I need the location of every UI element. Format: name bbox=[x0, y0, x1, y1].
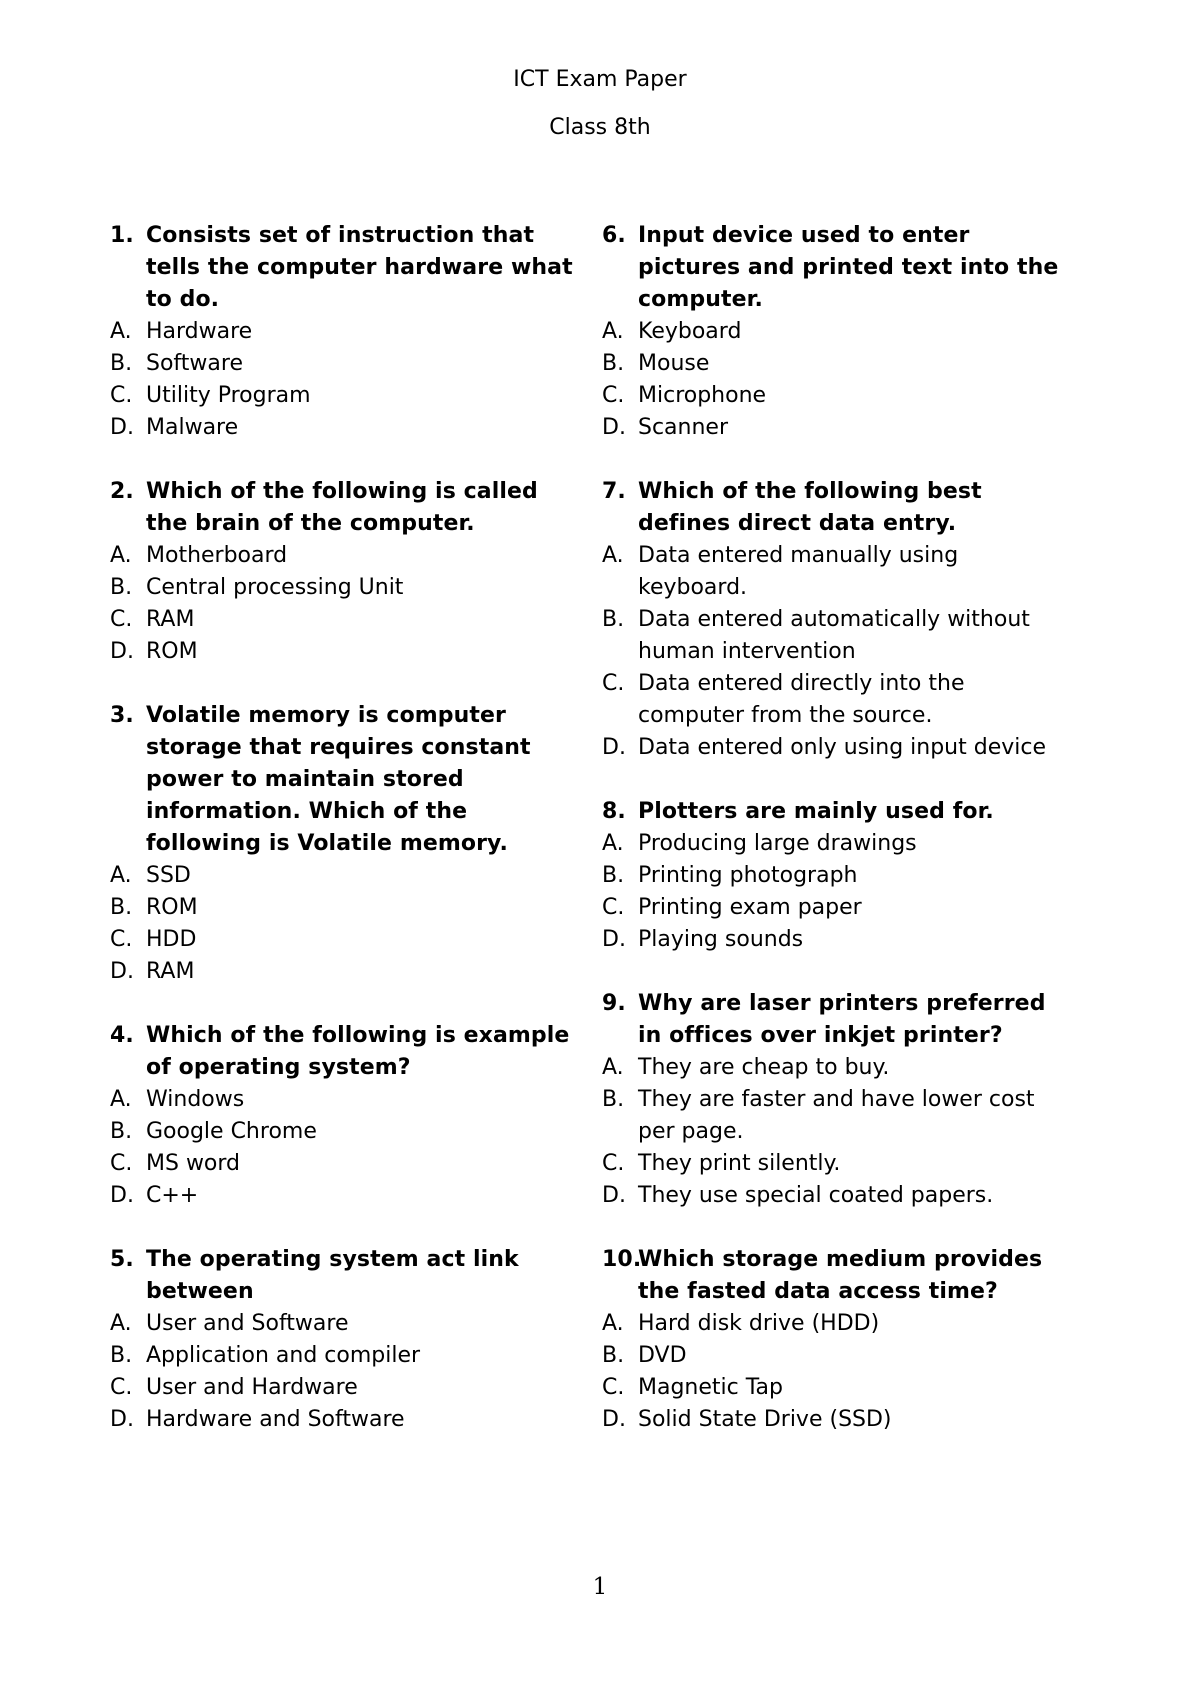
question-prompt bbox=[110, 1020, 580, 1084]
option-text: User and Hardware bbox=[146, 1375, 358, 1400]
option-text: They are faster and have lower cost per page. bbox=[638, 1087, 1035, 1144]
question-prompt bbox=[110, 220, 580, 316]
option-letter: D. bbox=[602, 1183, 626, 1208]
option-letter: C. bbox=[110, 927, 133, 952]
option-text: Playing sounds bbox=[638, 927, 804, 952]
answer-option bbox=[602, 1340, 1072, 1372]
option-letter: C. bbox=[110, 383, 133, 408]
option-text: DVD bbox=[638, 1343, 687, 1368]
answer-option bbox=[110, 892, 580, 924]
answer-option bbox=[110, 348, 580, 380]
question-number: 3. bbox=[110, 703, 134, 728]
option-text: Mouse bbox=[638, 351, 710, 376]
option-letter: B. bbox=[602, 1087, 625, 1112]
answer-option bbox=[110, 380, 580, 412]
option-letter: A. bbox=[602, 1311, 624, 1336]
option-letter: A. bbox=[110, 1311, 132, 1336]
option-letter: B. bbox=[602, 863, 625, 888]
answer-option bbox=[110, 1084, 580, 1116]
option-letter: B. bbox=[602, 1343, 625, 1368]
option-text: Solid State Drive (SSD) bbox=[638, 1407, 892, 1432]
option-letter: C. bbox=[602, 671, 625, 696]
question-9 bbox=[602, 988, 1072, 1212]
option-letter: A. bbox=[602, 831, 624, 856]
page-subtitle: Class 8th bbox=[549, 115, 651, 140]
answer-option bbox=[602, 924, 1072, 956]
left-column bbox=[110, 220, 580, 1468]
question-prompt bbox=[602, 220, 1072, 316]
answer-option bbox=[110, 956, 580, 988]
option-text: Data entered manually using keyboard. bbox=[638, 543, 959, 600]
question-4 bbox=[110, 1020, 580, 1212]
option-text: Malware bbox=[146, 415, 239, 440]
answer-option bbox=[602, 1148, 1072, 1180]
question-number: 1. bbox=[110, 223, 134, 248]
answer-option bbox=[110, 1372, 580, 1404]
answer-option bbox=[602, 540, 1072, 604]
option-text: Software bbox=[146, 351, 243, 376]
option-letter: C. bbox=[110, 1375, 133, 1400]
question-prompt bbox=[110, 476, 580, 540]
answer-option bbox=[602, 1052, 1072, 1084]
question-number: 6. bbox=[602, 223, 626, 248]
option-text: Printing exam paper bbox=[638, 895, 862, 920]
question-2 bbox=[110, 476, 580, 668]
option-text: They use special coated papers. bbox=[638, 1183, 994, 1208]
question-number: 4. bbox=[110, 1023, 134, 1048]
option-text: RAM bbox=[146, 959, 195, 984]
answer-option bbox=[602, 604, 1072, 668]
option-text: Keyboard bbox=[638, 319, 742, 344]
question-10 bbox=[602, 1244, 1072, 1436]
option-text: Data entered only using input device bbox=[638, 735, 1047, 760]
option-letter: A. bbox=[602, 1055, 624, 1080]
page-number: 1 bbox=[592, 1574, 608, 1600]
right-column bbox=[602, 220, 1072, 1468]
answer-option bbox=[110, 636, 580, 668]
answer-option bbox=[602, 380, 1072, 412]
option-text: Producing large drawings bbox=[638, 831, 917, 856]
option-text: RAM bbox=[146, 607, 195, 632]
option-letter: C. bbox=[602, 383, 625, 408]
question-3 bbox=[110, 700, 580, 988]
option-letter: C. bbox=[110, 1151, 133, 1176]
option-letter: C. bbox=[602, 1375, 625, 1400]
option-text: Microphone bbox=[638, 383, 767, 408]
question-number: 5. bbox=[110, 1247, 134, 1272]
answer-option bbox=[602, 860, 1072, 892]
option-text: Windows bbox=[146, 1087, 245, 1112]
option-text: Utility Program bbox=[146, 383, 311, 408]
answer-option bbox=[110, 1180, 580, 1212]
option-letter: C. bbox=[602, 895, 625, 920]
question-number: 8. bbox=[602, 799, 626, 824]
question-prompt bbox=[602, 1244, 1072, 1308]
option-text: Magnetic Tap bbox=[638, 1375, 783, 1400]
option-text: HDD bbox=[146, 927, 197, 952]
question-number: 9. bbox=[602, 991, 626, 1016]
question-text: The operating system act link between bbox=[146, 1247, 519, 1304]
option-text: Data entered automatically without human intervention bbox=[638, 607, 1030, 664]
question-number: 2. bbox=[110, 479, 134, 504]
option-text: Printing photograph bbox=[638, 863, 858, 888]
question-7 bbox=[602, 476, 1072, 764]
question-text: Plotters are mainly used for. bbox=[638, 799, 994, 824]
option-letter: B. bbox=[602, 351, 625, 376]
option-text: Central processing Unit bbox=[146, 575, 404, 600]
answer-option bbox=[602, 1404, 1072, 1436]
question-text: Which of the following is example of operating system? bbox=[146, 1023, 570, 1080]
option-letter: B. bbox=[110, 1343, 133, 1368]
option-text: Google Chrome bbox=[146, 1119, 317, 1144]
question-number: 10. bbox=[602, 1247, 642, 1272]
question-8 bbox=[602, 796, 1072, 956]
option-text: Motherboard bbox=[146, 543, 288, 568]
option-text: User and Software bbox=[146, 1311, 349, 1336]
answer-option bbox=[602, 412, 1072, 444]
answer-option bbox=[602, 668, 1072, 732]
option-text: SSD bbox=[146, 863, 191, 888]
question-text: Which of the following is called the brain of the computer. bbox=[146, 479, 538, 536]
option-letter: D. bbox=[110, 1183, 134, 1208]
answer-option bbox=[110, 540, 580, 572]
option-letter: B. bbox=[110, 575, 133, 600]
option-letter: D. bbox=[602, 1407, 626, 1432]
option-letter: D. bbox=[602, 735, 626, 760]
answer-option bbox=[602, 348, 1072, 380]
option-text: Hard disk drive (HDD) bbox=[638, 1311, 880, 1336]
question-1 bbox=[110, 220, 580, 444]
option-letter: B. bbox=[110, 895, 133, 920]
option-text: ROM bbox=[146, 895, 198, 920]
option-text: C++ bbox=[146, 1183, 199, 1208]
option-text: ROM bbox=[146, 639, 198, 664]
option-letter: C. bbox=[602, 1151, 625, 1176]
answer-option bbox=[110, 604, 580, 636]
answer-option bbox=[602, 1084, 1072, 1148]
option-letter: B. bbox=[602, 607, 625, 632]
option-letter: D. bbox=[602, 415, 626, 440]
option-text: They are cheap to buy. bbox=[638, 1055, 890, 1080]
question-text: Which storage medium provides the fasted data access time? bbox=[638, 1247, 1043, 1304]
answer-option bbox=[110, 860, 580, 892]
option-letter: A. bbox=[602, 319, 624, 344]
option-text: Data entered directly into the computer from the source. bbox=[638, 671, 965, 728]
answer-option bbox=[110, 1340, 580, 1372]
option-letter: A. bbox=[602, 543, 624, 568]
option-letter: D. bbox=[110, 1407, 134, 1432]
question-text: Volatile memory is computer storage that requires constant power to maintain stored information. Which of the following is Volatile memory. bbox=[146, 703, 531, 856]
question-5 bbox=[110, 1244, 580, 1436]
question-prompt bbox=[602, 476, 1072, 540]
option-text: Hardware bbox=[146, 319, 253, 344]
question-6 bbox=[602, 220, 1072, 444]
answer-option bbox=[602, 732, 1072, 764]
answer-option bbox=[110, 1148, 580, 1180]
question-prompt bbox=[110, 700, 580, 860]
option-letter: A. bbox=[110, 319, 132, 344]
answer-option bbox=[602, 892, 1072, 924]
option-letter: A. bbox=[110, 863, 132, 888]
option-letter: D. bbox=[110, 415, 134, 440]
question-text: Consists set of instruction that tells the computer hardware what to do. bbox=[146, 223, 573, 312]
answer-option bbox=[602, 1308, 1072, 1340]
option-letter: A. bbox=[110, 1087, 132, 1112]
option-letter: B. bbox=[110, 351, 133, 376]
answer-option bbox=[110, 1404, 580, 1436]
option-letter: C. bbox=[110, 607, 133, 632]
question-prompt bbox=[602, 796, 1072, 828]
option-text: Hardware and Software bbox=[146, 1407, 405, 1432]
answer-option bbox=[602, 828, 1072, 860]
option-text: MS word bbox=[146, 1151, 241, 1176]
header bbox=[0, 66, 1200, 142]
option-letter: A. bbox=[110, 543, 132, 568]
question-number: 7. bbox=[602, 479, 626, 504]
question-text: Why are laser printers preferred in offices over inkjet printer? bbox=[638, 991, 1046, 1048]
option-letter: D. bbox=[110, 639, 134, 664]
answer-option bbox=[110, 924, 580, 956]
answer-option bbox=[110, 1308, 580, 1340]
question-text: Which of the following best defines direct data entry. bbox=[638, 479, 982, 536]
option-letter: D. bbox=[110, 959, 134, 984]
option-letter: D. bbox=[602, 927, 626, 952]
option-text: Scanner bbox=[638, 415, 729, 440]
answer-option bbox=[110, 572, 580, 604]
answer-option bbox=[110, 412, 580, 444]
answer-option bbox=[602, 1180, 1072, 1212]
answer-option bbox=[110, 1116, 580, 1148]
option-letter: B. bbox=[110, 1119, 133, 1144]
question-prompt bbox=[602, 988, 1072, 1052]
question-prompt bbox=[110, 1244, 580, 1308]
option-text: Application and compiler bbox=[146, 1343, 421, 1368]
option-text: They print silently. bbox=[638, 1151, 841, 1176]
answer-option bbox=[602, 1372, 1072, 1404]
answer-option bbox=[602, 316, 1072, 348]
answer-option bbox=[110, 316, 580, 348]
question-text: Input device used to enter pictures and printed text into the computer. bbox=[638, 223, 1059, 312]
page-title: ICT Exam Paper bbox=[513, 67, 687, 92]
